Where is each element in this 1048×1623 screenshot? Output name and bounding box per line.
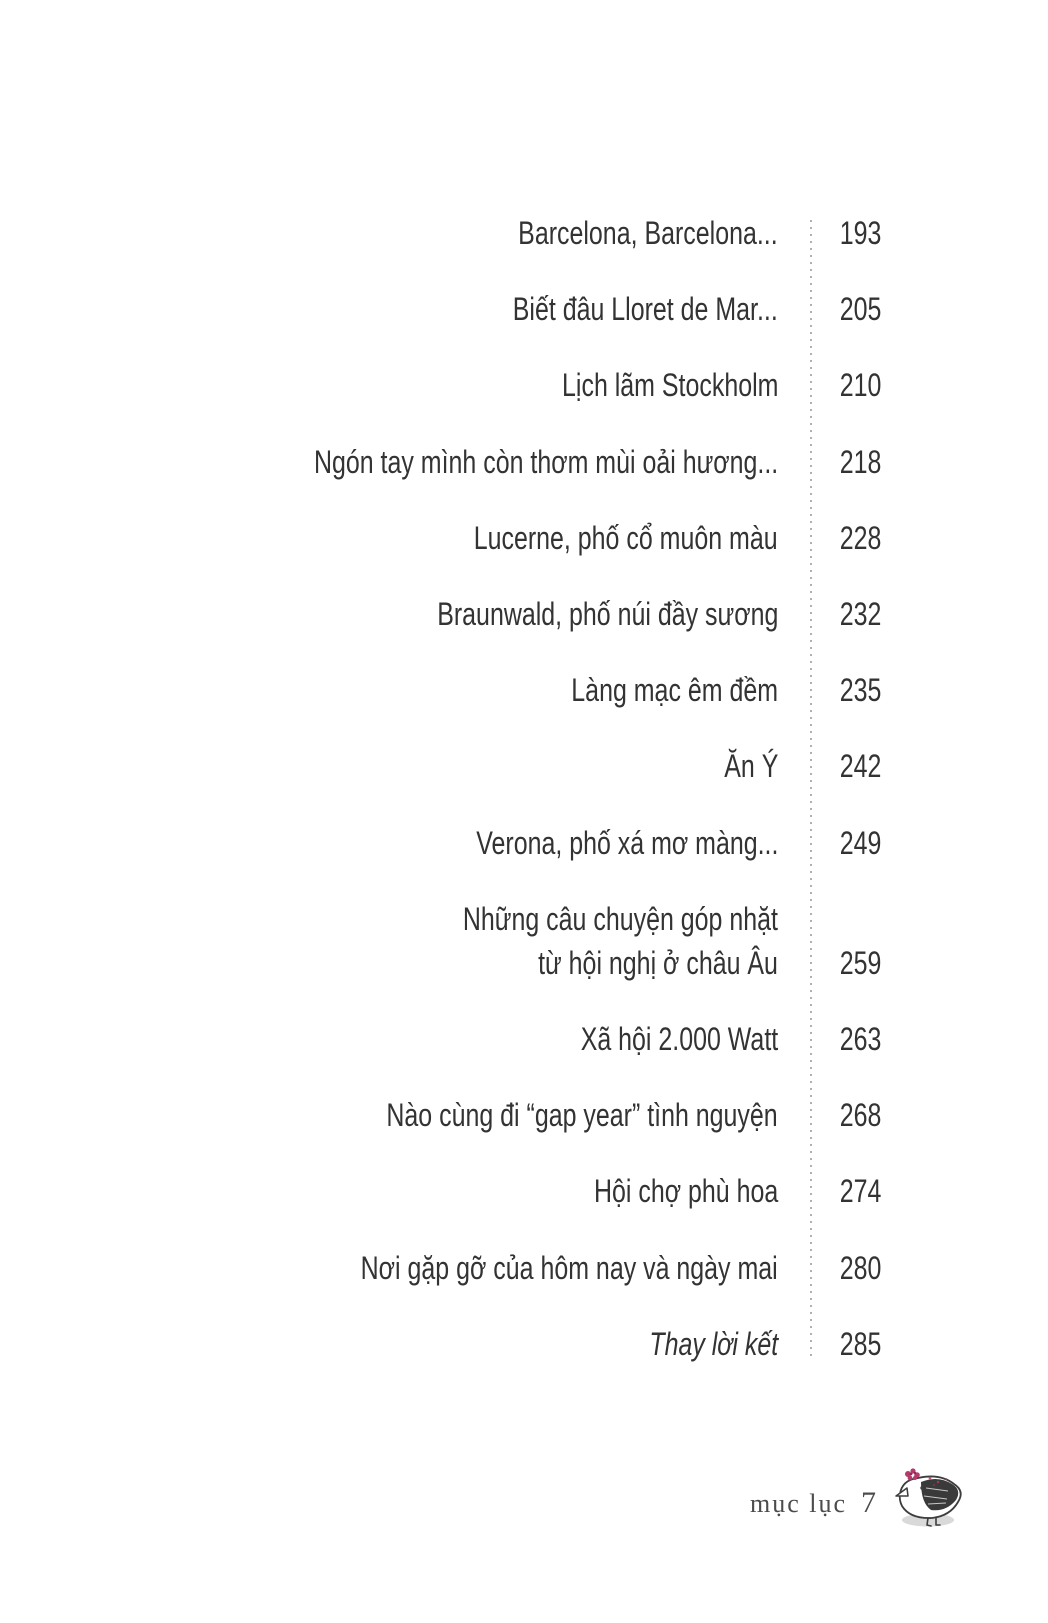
chapter-page-number: 235 [839,672,881,709]
toc-entry [0,652,881,728]
chapter-page-number: 274 [839,1173,881,1210]
chapter-page-number: 259 [839,944,881,981]
toc-entry [0,347,881,423]
toc-entry [0,271,881,347]
toc-entry [0,728,881,804]
chapter-title: Lịch lãm Stockholm [561,367,778,404]
chapter-title: Biết đâu Lloret de Mar... [512,291,778,328]
chapter-page-number: 232 [839,596,881,633]
chapter-page-number: 228 [839,519,881,556]
toc-entry [0,500,881,576]
chapter-title: Xã hội 2.000 Watt [580,1020,778,1057]
footer-section-label: mục lục [750,1489,848,1518]
chapter-page-number: 280 [839,1249,881,1286]
toc-entry [0,1077,881,1153]
toc-entry [0,576,881,652]
chapter-title: Thay lời kết [649,1325,778,1362]
toc-entry [0,1153,881,1229]
toc-entry [0,1229,881,1305]
toc-entry [0,195,881,271]
chapter-title: Barcelona, Barcelona... [518,215,778,252]
chapter-page-number: 193 [839,215,881,252]
chapter-page-number: 218 [839,443,881,480]
chapter-title: Làng mạc êm đềm [571,672,778,709]
footer-page-number: 7 [861,1486,876,1519]
chapter-page-number: 205 [839,291,881,328]
chapter-title: Braunwald, phố núi đầy sương [436,596,778,633]
toc-entry [0,424,881,500]
chapter-page-number: 210 [839,367,881,404]
toc-entry [0,881,881,1001]
toc-entry [0,1306,881,1382]
toc-entry [0,1001,881,1077]
chapter-page-number: 285 [839,1325,881,1362]
chapter-title: Nơi gặp gỡ của hôm nay và ngày mai [360,1249,778,1286]
toc-entry [0,805,881,881]
chapter-title: Nào cùng đi “gap year” tình nguyện [386,1097,778,1134]
chapter-page-number: 249 [839,824,881,861]
chapter-title: Hội chợ phù hoa [593,1173,778,1210]
chapter-title: Lucerne, phố cổ muôn màu [474,519,778,556]
chapter-title: Những câu chuyện góp nhặt từ hội nghị ở châu Âu [462,900,778,981]
chapter-title: Verona, phố xá mơ màng... [475,824,778,861]
bird-eye [920,1486,923,1489]
chapter-title: Ngón tay mình còn thơm mùi oải hương... [313,443,778,480]
chapter-page-number: 268 [839,1097,881,1134]
chapter-title: Ăn Ý [723,748,778,785]
table-of-contents [0,195,881,1382]
chapter-page-number: 263 [839,1020,881,1057]
chapter-page-number: 242 [839,748,881,785]
bird-icon [888,1458,972,1532]
